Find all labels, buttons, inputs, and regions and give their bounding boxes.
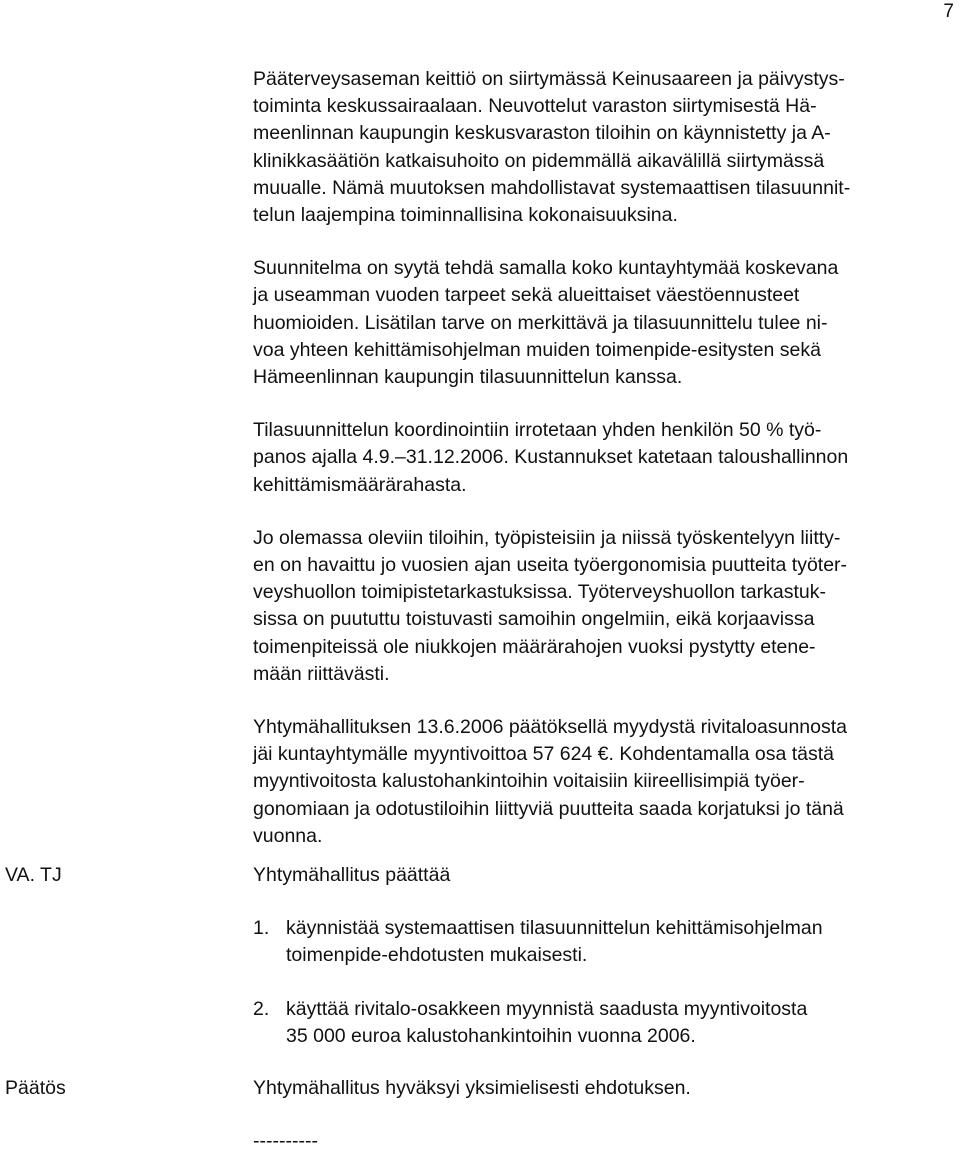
- text-line: gonomiaan ja odotustiloihin liittyviä puutteita saada korjatuksi jo tänä: [253, 797, 844, 820]
- paragraph-relocations: [253, 66, 953, 229]
- text-line: telun laajempina toiminnallisina kokonaisuuksina.: [253, 204, 678, 227]
- text-line: kehittämismäärärahasta.: [253, 473, 467, 496]
- text-line: meenlinnan kaupungin keskusvaraston tiloihin on käynnistetty ja A-: [253, 122, 831, 145]
- text-line: Jo olemassa oleviin tiloihin, työpisteisiin ja niissä työskentelyyn liitty-: [253, 526, 841, 549]
- page-number: 7: [943, 1, 954, 22]
- proposal-item-1: [253, 915, 953, 969]
- text-line: Yhtymähallituksen 13.6.2006 päätöksellä myydystä rivitaloasunnosta: [253, 716, 848, 739]
- text-line: klinikkasäätiön katkaisuhoito on pidemmällä aikavälillä siirtymässä: [253, 149, 825, 172]
- text-line: ja useamman vuoden tarpeet sekä alueittaiset väestöennusteet: [253, 284, 800, 307]
- paragraph-ergonomics: [253, 525, 953, 688]
- text-line: vuonna.: [253, 824, 323, 847]
- paragraph-sale-profit: [253, 714, 953, 850]
- separator-line: ----------: [253, 1130, 318, 1153]
- text-line: Tilasuunnittelun koordinointiin irrotetaan yhden henkilön 50 % työ-: [253, 419, 822, 442]
- text-line: panos ajalla 4.9.–31.12.2006. Kustannukset katetaan taloushallinnon: [253, 446, 849, 469]
- text-line: Pääterveysaseman keittiö on siirtymässä Keinusaareen ja päivystys-: [253, 68, 845, 90]
- list-number: 1.: [253, 917, 270, 940]
- text-line: toiminta keskussairaalaan. Neuvottelut varaston siirtymisestä Hä-: [253, 95, 817, 118]
- text-line: mään riittävästi.: [253, 662, 390, 685]
- text-line: Suunnitelma on syytä tehdä samalla koko kuntayhtymää koskevana: [253, 257, 839, 280]
- decision-label: Päätös: [5, 1077, 66, 1099]
- decision-text: Yhtymähallitus hyväksyi yksimielisesti ehdotuksen.: [253, 1077, 691, 1099]
- paragraph-coordination: [253, 417, 953, 499]
- text-line: huomioiden. Lisätilan tarve on merkittävä ja tilasuunnittelu tulee ni-: [253, 311, 828, 334]
- proposal-section: [253, 862, 953, 1076]
- list-number: 2.: [253, 997, 270, 1020]
- decision-section: [253, 1075, 953, 1155]
- text-line: toimenpide-ehdotusten mukaisesti.: [286, 944, 588, 967]
- document-body: [253, 66, 953, 876]
- text-line: jäi kuntayhtymälle myyntivoittoa 57 624 €. Kohdentamalla osa tästä: [253, 743, 835, 766]
- text-line: voa yhteen kehittämisohjelman muiden toimenpide-esitysten sekä: [253, 338, 821, 361]
- text-line: toimenpiteissä ole niukkojen määrärahojen vuoksi pystytty etene-: [253, 635, 816, 658]
- text-line: myyntivoitosta kalustohankintoihin voitaisiin kiireellisimpiä työer-: [253, 770, 805, 793]
- text-line: 35 000 euroa kalustohankintoihin vuonna 2006.: [286, 1024, 696, 1047]
- proposal-item-2: [253, 996, 953, 1050]
- text-line: Hämeenlinnan kaupungin tilasuunnittelun kanssa.: [253, 366, 683, 389]
- paragraph-planning: [253, 255, 953, 391]
- text-line: en on havaittu jo vuosien ajan useita työergonomisia puutteita työter-: [253, 554, 848, 577]
- text-line: käynnistää systemaattisen tilasuunnittelun kehittämisohjelman: [286, 917, 823, 940]
- proposer-label: VA. TJ: [5, 864, 62, 886]
- text-line: sissa on puututtu toistuvasti samoihin ongelmiin, eikä korjaavissa: [253, 608, 815, 631]
- text-line: veyshuollon toimipistetarkastuksissa. Työterveyshuollon tarkastuk-: [253, 581, 826, 604]
- text-line: käyttää rivitalo-osakkeen myynnistä saadusta myyntivoitosta: [286, 997, 808, 1020]
- proposal-heading: [253, 862, 953, 889]
- proposal-heading-text: Yhtymähallitus päättää: [253, 864, 451, 886]
- text-line: muualle. Nämä muutoksen mahdollistavat systemaattisen tilasuunnit-: [253, 176, 851, 199]
